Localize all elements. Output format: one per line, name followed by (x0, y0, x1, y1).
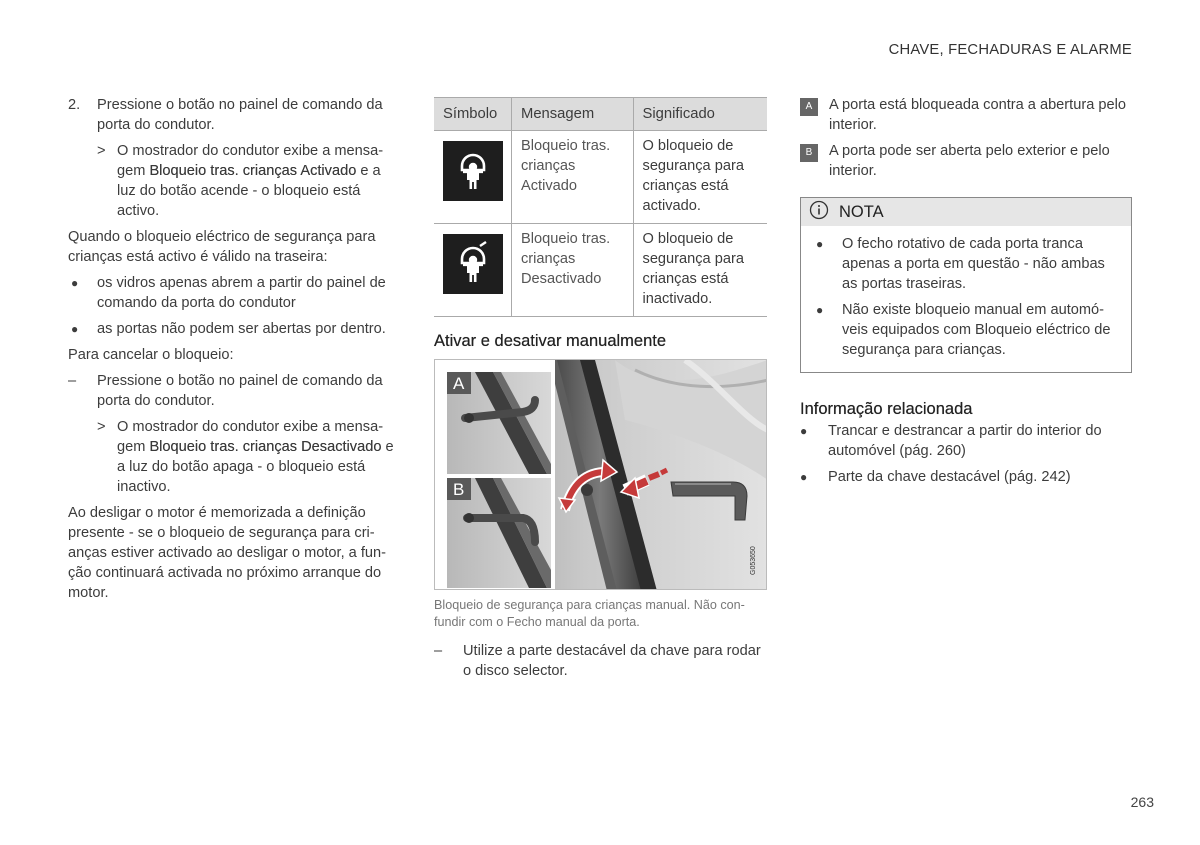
label-text: A porta pode ser aberta pelo exterior e pelo interior. (829, 143, 1110, 179)
message-text: Bloqueio tras. crianças Desactivado (521, 231, 611, 287)
table-row (434, 224, 767, 317)
meaning-text: O bloqueio de segurança para crianças está inactivado. (642, 231, 744, 307)
symbol-cell (434, 224, 512, 317)
bullet-text: os vidros apenas abrem a partir do painel de comando da porta do condutor (97, 275, 386, 311)
bullet-item (68, 319, 396, 339)
note-title: NOTA (839, 203, 884, 221)
label-a-description (800, 95, 1132, 135)
step-2 (68, 95, 396, 135)
paragraph-cancel: Para cancelar o bloqueio: (68, 347, 234, 363)
meaning-text: O bloqueio de segurança para crianças está activado. (642, 138, 744, 214)
paragraph-active-rear: Quando o bloqueio eléctrico de segurança para crianças está activo é válido na traseira: (68, 229, 376, 265)
bullet-mark: ● (816, 303, 824, 317)
column-middle (434, 95, 767, 687)
header-symbol: Símbolo (434, 98, 512, 131)
bullet-mark: ● (800, 424, 808, 438)
related-link[interactable] (800, 421, 1132, 461)
label-text: A porta está bloqueada contra a abertura pelo interior. (829, 97, 1126, 133)
info-icon (809, 200, 829, 225)
bullet-mark: ● (71, 322, 79, 336)
dash-step (68, 371, 396, 411)
table-row (434, 131, 767, 224)
dash-text: Utilize a parte destacável da chave para rodar o disco selector. (463, 643, 761, 679)
bullet-mark: ● (800, 470, 808, 484)
manual-child-lock-figure (434, 359, 767, 590)
column-left (68, 95, 396, 609)
step-text: Pressione o botão no painel de comando da porta do condutor. (97, 97, 383, 133)
label-b-description (800, 141, 1132, 181)
header-meaning: Significado (633, 98, 767, 131)
figure-label-a: A (453, 374, 465, 393)
note-bullet-text: O fecho rotativo de cada porta tranca apenas a porta em questão - não ambas as portas traseiras. (842, 236, 1105, 292)
result-text-post: e a luz do botão acende - o bloqueio está activo. (117, 163, 381, 219)
note-box (800, 197, 1132, 373)
message-text: Bloqueio tras. crianças Activado (521, 138, 611, 194)
dash-step (434, 641, 767, 681)
related-link[interactable] (800, 467, 1132, 487)
related-info-heading: Informação relacionada (800, 400, 973, 418)
dash-mark: – (68, 373, 77, 389)
figure-label-b: B (453, 480, 465, 499)
chapter-header: CHAVE, FECHADURAS E ALARME (888, 42, 1132, 58)
child-lock-unlocked-icon (443, 234, 503, 294)
page-number: 263 (1130, 794, 1154, 810)
meaning-cell (633, 224, 767, 317)
bullet-mark: ● (71, 276, 79, 290)
result-text-pre: O mostrador do condutor exibe a mensa-gem (117, 143, 384, 179)
note-bullet-text: Não existe bloqueio manual em automó-veis equipados com Bloqueio eléctrico de segurança para crianças. (842, 302, 1111, 358)
message-cell (512, 224, 634, 317)
section-subheading: Ativar e desativar manualmente (434, 332, 667, 350)
message-activated: Bloqueio tras. crianças Activado (149, 163, 357, 179)
message-cell (512, 131, 634, 224)
message-deactivated: Bloqueio tras. crianças Desactivado (149, 439, 382, 455)
result-deactivated (97, 417, 396, 497)
bullet-mark: ● (816, 237, 824, 251)
bullet-item (68, 273, 396, 313)
bullet-text: as portas não podem ser abertas por dentro. (97, 321, 386, 337)
note-bullet (813, 234, 1119, 294)
figure-code: G053650 (750, 546, 757, 575)
note-body (801, 226, 1131, 360)
result-text-post: e a luz do botão apaga - o bloqueio está inactivo. (117, 439, 394, 495)
related-link-text[interactable]: Parte da chave destacável (pág. 242) (828, 469, 1071, 485)
result-text-pre: O mostrador do condutor exibe a mensa-gem (117, 419, 384, 455)
badge-a: A (800, 98, 818, 116)
column-right (800, 95, 1132, 493)
result-arrow: > (97, 419, 106, 435)
meaning-cell (633, 131, 767, 224)
table-header-row (434, 98, 767, 131)
result-activated (97, 141, 396, 221)
result-arrow: > (97, 143, 106, 159)
child-lock-locked-icon (443, 141, 503, 201)
note-header (801, 198, 1131, 226)
paragraph-memory: Ao desligar o motor é memorizada a definição presente - se o bloqueio de segurança para cri-anças estiver activado ao desligar o motor, a fun-ção continuará activada no próximo arranque do motor. (68, 505, 386, 601)
note-bullet (813, 300, 1119, 360)
symbol-cell (434, 131, 512, 224)
header-message: Mensagem (512, 98, 634, 131)
figure-caption: Bloqueio de segurança para crianças manual. Não con-fundir com o Fecho manual da porta. (434, 598, 745, 629)
badge-b: B (800, 144, 818, 162)
step-number: 2. (68, 97, 81, 113)
dash-text: Pressione o botão no painel de comando da porta do condutor. (97, 373, 383, 409)
dash-mark: – (434, 643, 443, 659)
symbol-table (434, 97, 767, 317)
related-link-text[interactable]: Trancar e destrancar a partir do interior do automóvel (pág. 260) (828, 423, 1102, 459)
